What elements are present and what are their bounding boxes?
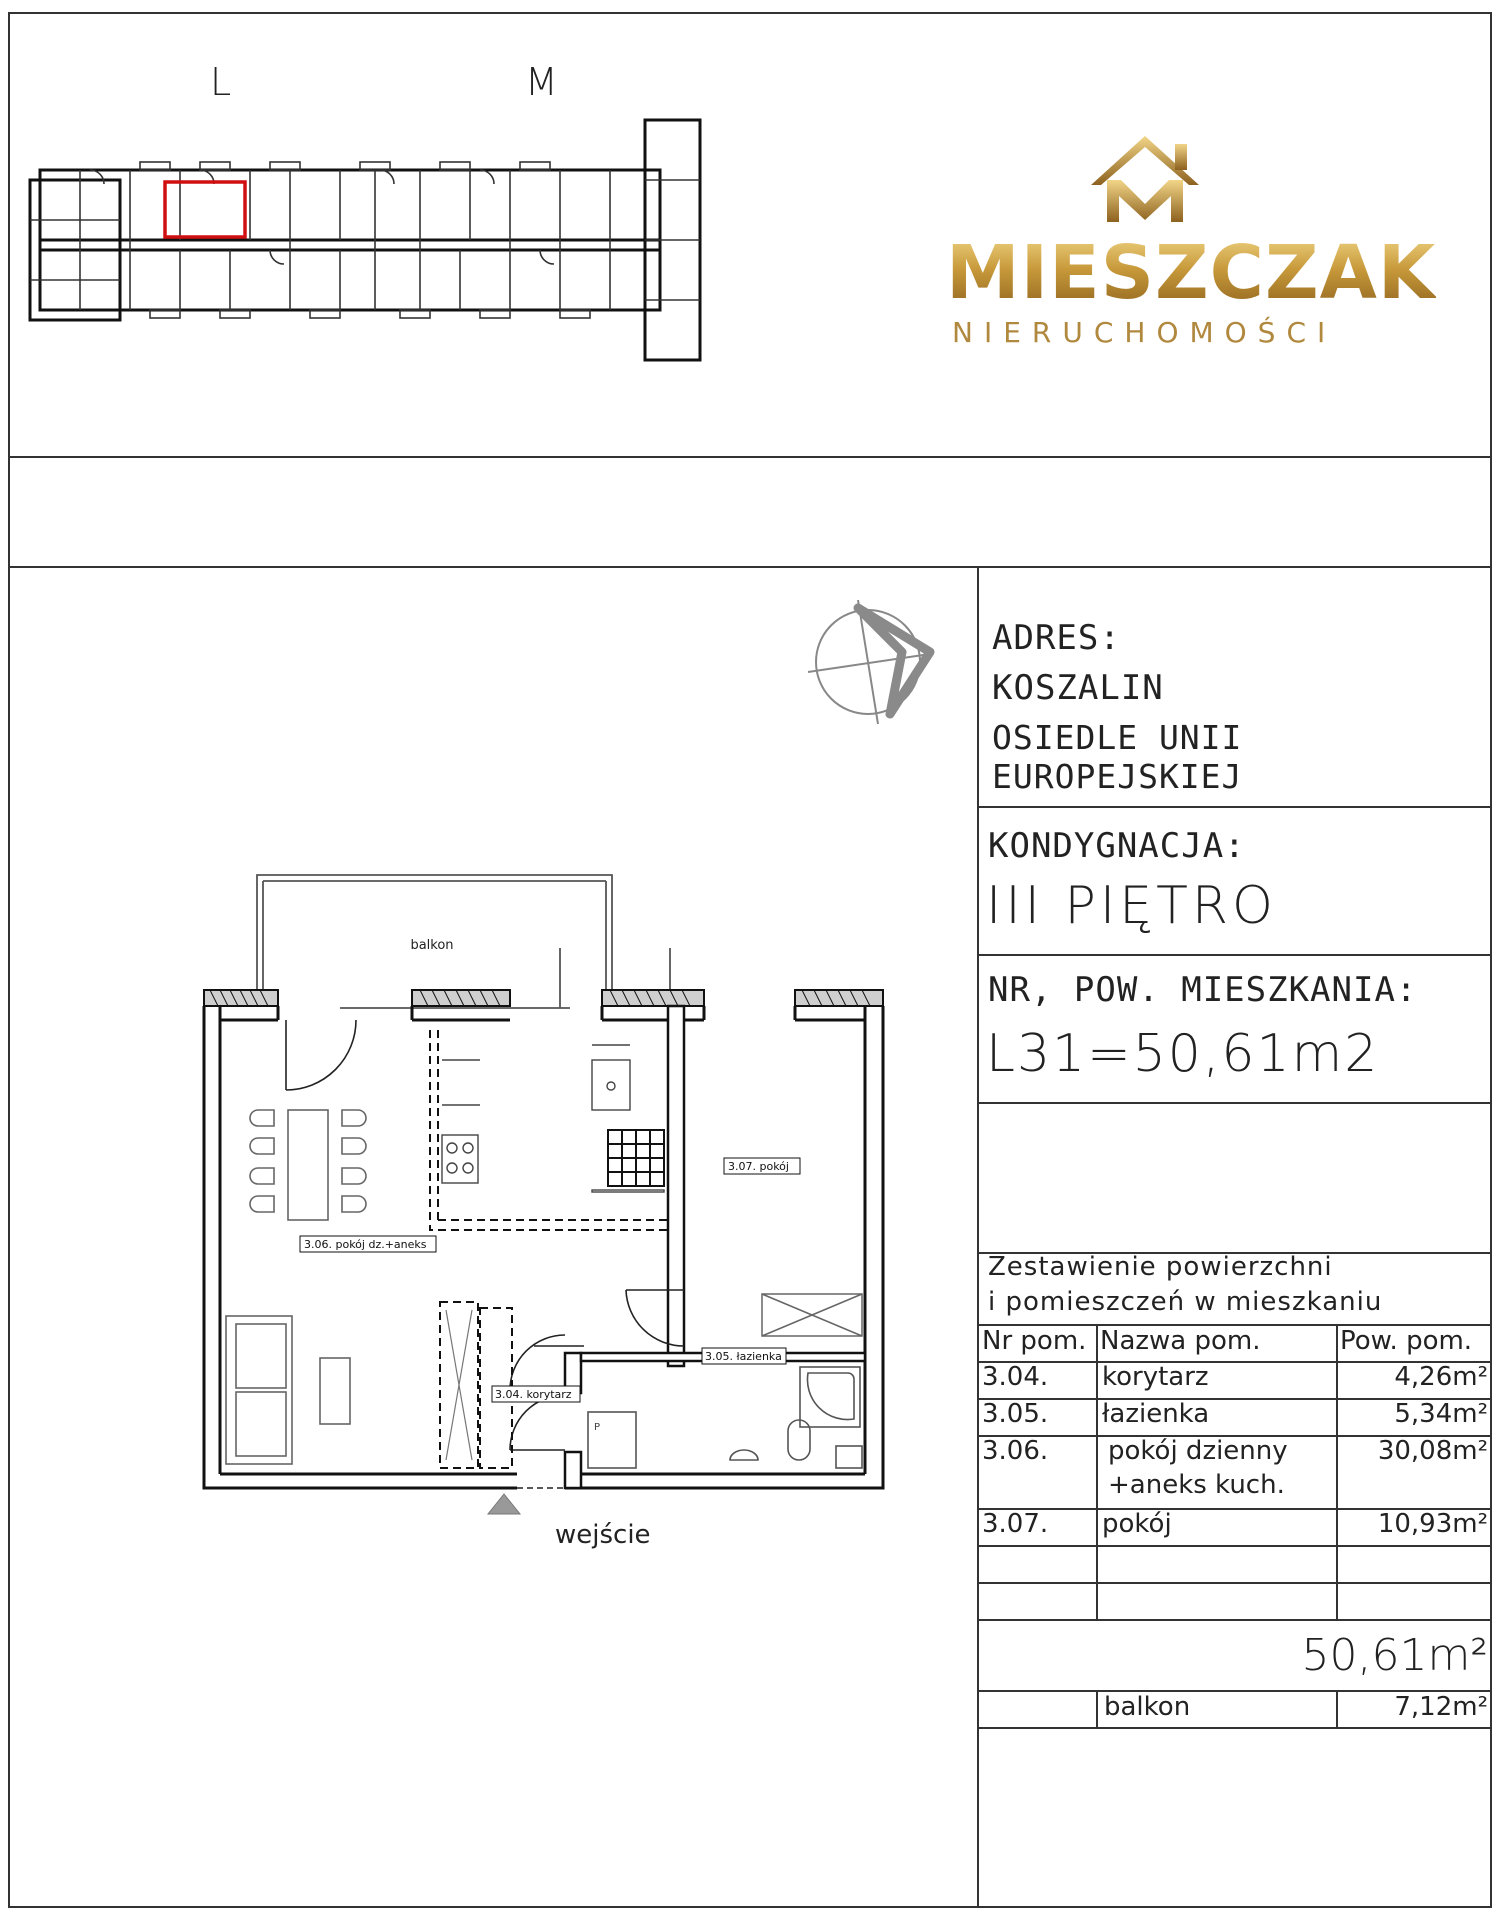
address-city: KOSZALIN <box>992 668 1164 708</box>
table-col-line-1b <box>1096 1690 1098 1727</box>
highlighted-apartment <box>165 182 245 237</box>
divider-floor <box>977 954 1492 956</box>
room-label-3-05: 3.05. łazienka <box>705 1350 782 1363</box>
apartment-value: L31=50,61m2 <box>986 1024 1380 1084</box>
entrance-arrow-icon <box>488 1494 520 1514</box>
fireplace-grid-icon <box>608 1130 664 1186</box>
area-table-title-line2: i pomieszczeń w mieszkaniu <box>988 1287 1383 1317</box>
table-header-area: Pow. pom. <box>1340 1326 1473 1356</box>
row-2-area: 5,34m² <box>1394 1399 1488 1429</box>
row-2-nr: 3.05. <box>982 1399 1049 1429</box>
table-col-line-2b <box>1336 1690 1338 1727</box>
room-label-3-04: 3.04. korytarz <box>495 1388 572 1401</box>
area-table-title-line1: Zestawienie powierzchni <box>988 1252 1333 1282</box>
house-logo-icon <box>1085 130 1205 225</box>
row-1-area: 4,26m² <box>1394 1362 1488 1392</box>
row-1-nr: 3.04. <box>982 1362 1049 1392</box>
floor-label: KONDYGNACJA: <box>988 826 1246 866</box>
row-3-name-line2: +aneks kuch. <box>1108 1470 1285 1500</box>
row-4-name: pokój <box>1102 1509 1172 1539</box>
address-label: ADRES: <box>992 618 1121 658</box>
bathroom-fixtures-icon <box>588 1367 862 1468</box>
divider-address <box>977 806 1492 808</box>
room-label-3-06: 3.06. pokój dz.+aneks <box>304 1238 427 1251</box>
key-plan <box>20 60 730 380</box>
table-balcony-bottom <box>977 1727 1492 1729</box>
row-3-nr: 3.06. <box>982 1436 1049 1466</box>
divider-blank-band <box>8 566 1492 568</box>
row-4-area: 10,93m² <box>1377 1509 1488 1539</box>
apartment-label: NR, POW. MIESZKANIA: <box>988 970 1418 1010</box>
row-3-area: 30,08m² <box>1377 1436 1488 1466</box>
room-label-3-07: 3.07. pokój <box>728 1160 789 1173</box>
svg-text:P: P <box>594 1422 601 1433</box>
table-header-nr: Nr pom. <box>982 1326 1087 1356</box>
table-header-name: Nazwa pom. <box>1100 1326 1261 1356</box>
logo-wordmark: MIESZCZAK <box>946 230 1437 316</box>
row-4-nr: 3.07. <box>982 1509 1049 1539</box>
floor-value: III PIĘTRO <box>986 876 1277 936</box>
table-row-line-6 <box>977 1619 1492 1621</box>
table-col-line-1 <box>1096 1324 1098 1619</box>
divider-info-column <box>977 566 979 1908</box>
apartment-floor-plan <box>190 590 950 1550</box>
balcony-row-name: balkon <box>1104 1692 1191 1722</box>
row-2-name: łazienka <box>1102 1399 1210 1429</box>
building-key-plan-drawing <box>20 110 730 380</box>
row-1-name: korytarz <box>1102 1362 1209 1392</box>
section-label-right: M <box>525 60 558 104</box>
section-label-left: L <box>210 60 232 104</box>
table-row-line-5 <box>977 1582 1492 1584</box>
table-total-area: 50,61m² <box>1301 1630 1488 1681</box>
company-logo <box>940 120 1437 350</box>
entrance-label: wejście <box>555 1520 651 1550</box>
balcony-label: balkon <box>410 938 454 953</box>
table-col-line-2 <box>1336 1324 1338 1619</box>
divider-apartment <box>977 1102 1492 1104</box>
dining-table-icon <box>250 1110 366 1220</box>
balcony-row-area: 7,12m² <box>1394 1692 1488 1722</box>
address-street: OSIEDLE UNII EUROPEJSKIEJ <box>992 718 1243 796</box>
logo-subtitle: NIERUCHOMOŚCI <box>952 316 1337 349</box>
row-3-name: pokój dzienny <box>1108 1436 1288 1466</box>
table-row-line-4 <box>977 1545 1492 1547</box>
sofa-icon <box>226 1316 350 1464</box>
divider-header <box>8 456 1492 458</box>
